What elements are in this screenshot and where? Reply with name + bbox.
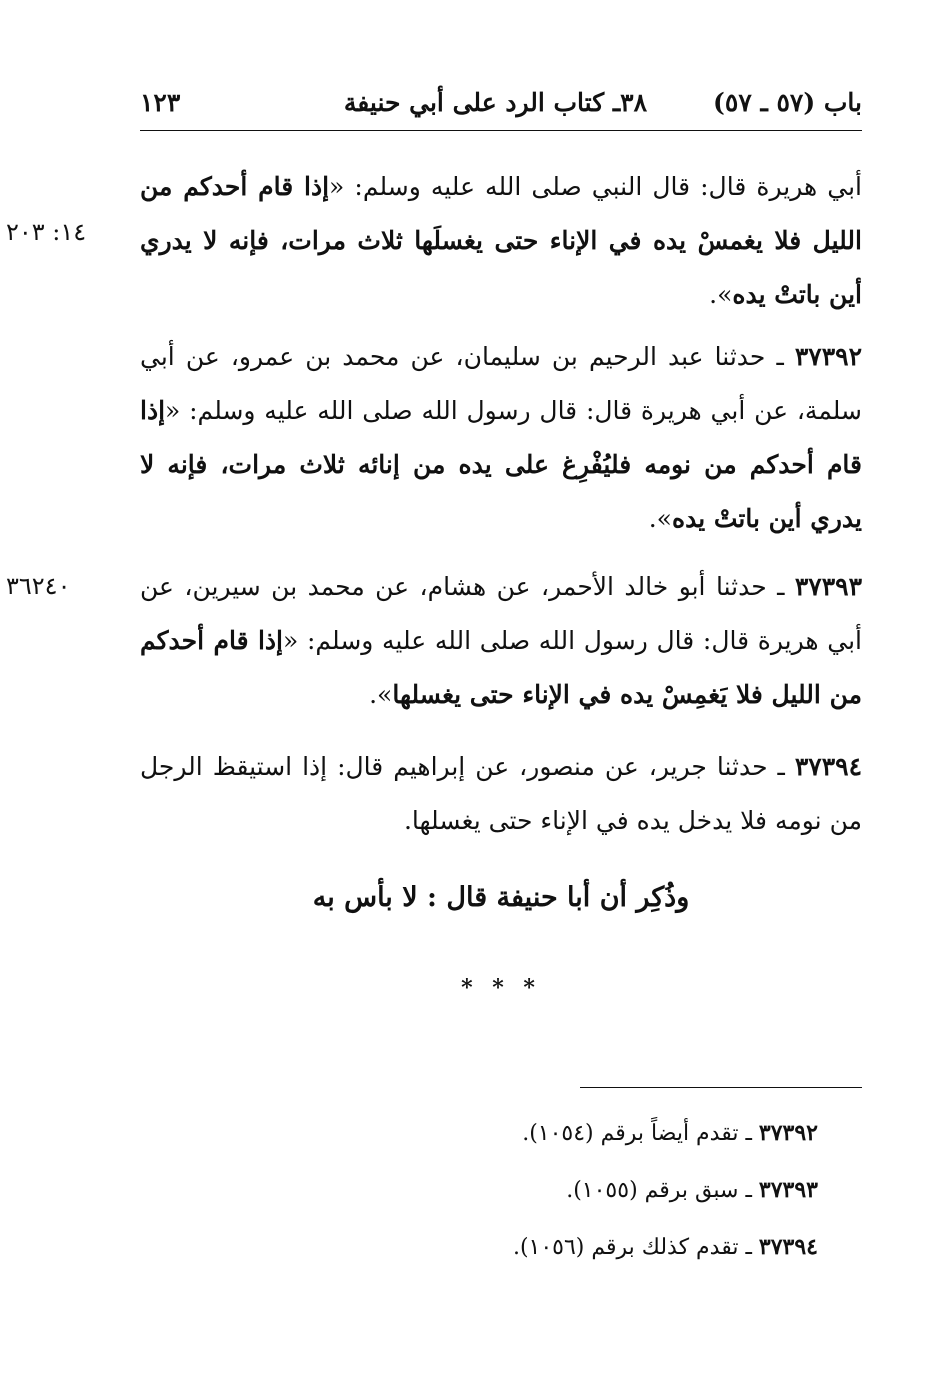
- footnote-number: ٣٧٣٩٤: [758, 1234, 818, 1260]
- hadith-number: ٣٧٣٩٢: [794, 342, 862, 371]
- margin-note-reference: ٣٦٢٤٠: [6, 572, 71, 600]
- book-title: ٣٨ـ كتاب الرد على أبي حنيفة: [343, 88, 647, 117]
- margin-note-reference: ١٤: ٢٠٣: [6, 218, 87, 246]
- footnote: [522, 1120, 818, 1146]
- hadith-number: ٣٧٣٩٣: [794, 572, 862, 601]
- quote-close: ».: [709, 280, 733, 309]
- hadith-number: ٣٧٣٩٤: [794, 752, 862, 781]
- page-number: ١٢٣: [140, 88, 181, 117]
- running-header: [140, 88, 862, 131]
- paragraph-text: ـ حدثنا عبد الرحيم بن سليمان، عن محمد بن عمرو، عن أبي سلمة، عن أبي هريرة قال: قال رسول الله صلى الله عليه وسلم: «: [140, 342, 862, 425]
- hadith-paragraph: [140, 330, 862, 546]
- footnote-text: ـ سبق برقم (١٠٥٥).: [566, 1178, 759, 1203]
- quote-close: ».: [369, 680, 393, 709]
- footnote: [566, 1177, 818, 1203]
- footnote-number: ٣٧٣٩٢: [758, 1120, 818, 1146]
- footnote-rule: [580, 1087, 862, 1088]
- closing-remark: وذُكِر أن أبا حنيفة قال : لا بأس به: [312, 882, 690, 913]
- footnote: [513, 1234, 818, 1260]
- paragraph-text: أبي هريرة قال: قال النبي صلى الله عليه وسلم: «: [329, 172, 863, 201]
- hadith-quote: إذا قام أحدكم من الليل فلا يغمسْ يده في الإناء حتى يغسلَها ثلاث مرات، فإنه لا يدري أين باتتْ يده: [140, 172, 862, 309]
- paragraph-text: ـ حدثنا أبو خالد الأحمر، عن هشام، عن محمد بن سيرين، عن أبي هريرة قال: قال رسول الله صلى الله عليه وسلم: «: [140, 572, 862, 655]
- quote-close: ».: [648, 504, 672, 533]
- footnote-number: ٣٧٣٩٣: [758, 1177, 818, 1203]
- section-separator: * * *: [461, 975, 541, 1001]
- footnote-text: ـ تقدم أيضاً برقم (١٠٥٤).: [522, 1121, 759, 1146]
- hadith-quote: إذا قام أحدكم من نومه فليُفْرِغ على يده من إنائه ثلاث مرات، فإنه لا يدري أين باتتْ يده: [140, 396, 862, 533]
- hadith-paragraph: [140, 560, 862, 722]
- chapter-section: باب (٥٧ ـ ٥٧): [713, 88, 862, 117]
- paragraph-text: ـ حدثنا جرير، عن منصور، عن إبراهيم قال: إذا استيقظ الرجل من نومه فلا يدخل يده في الإناء حتى يغسلها.: [140, 752, 862, 835]
- paragraph-continuation: [140, 160, 862, 322]
- hadith-quote: إذا قام أحدكم من الليل فلا يَغمِسْ يده في الإناء حتى يغسلها: [140, 626, 862, 709]
- hadith-paragraph: [140, 740, 862, 848]
- footnote-text: ـ تقدم كذلك برقم (١٠٥٦).: [512, 1235, 759, 1260]
